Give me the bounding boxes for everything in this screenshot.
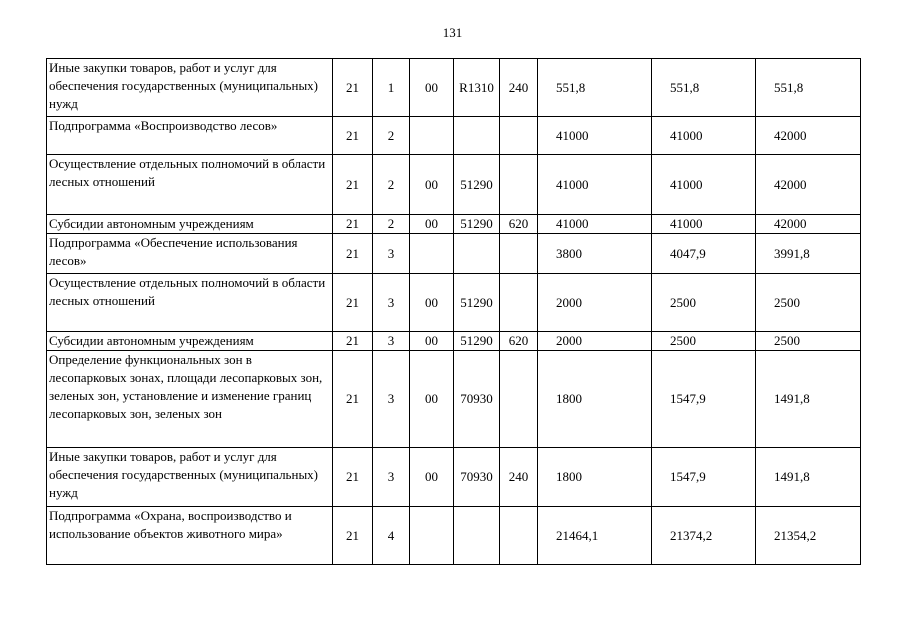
cell-code: 51290 (454, 332, 500, 351)
cell-expense-type (500, 234, 538, 274)
cell-amount-2: 551,8 (652, 59, 756, 117)
cell-direction (410, 117, 454, 155)
cell-amount-3: 42000 (756, 117, 861, 155)
cell-direction: 00 (410, 215, 454, 234)
cell-subprogram: 3 (373, 274, 410, 332)
cell-code: 51290 (454, 215, 500, 234)
cell-amount-1: 41000 (538, 215, 652, 234)
table-row (47, 332, 861, 351)
cell-expense-type: 620 (500, 215, 538, 234)
cell-code: 51290 (454, 274, 500, 332)
cell-amount-2: 2500 (652, 274, 756, 332)
row-name: Иные закупки товаров, работ и услуг для обеспечения государственных (муниципальных) нужд (47, 59, 333, 117)
cell-subprogram: 4 (373, 507, 410, 565)
cell-direction: 00 (410, 155, 454, 215)
cell-code: 70930 (454, 351, 500, 448)
cell-code: 70930 (454, 448, 500, 507)
cell-program: 21 (333, 332, 373, 351)
cell-direction: 00 (410, 351, 454, 448)
cell-subprogram: 3 (373, 351, 410, 448)
cell-amount-1: 41000 (538, 117, 652, 155)
cell-amount-1: 1800 (538, 351, 652, 448)
cell-amount-1: 41000 (538, 155, 652, 215)
cell-expense-type (500, 117, 538, 155)
cell-amount-1: 2000 (538, 274, 652, 332)
cell-amount-3: 1491,8 (756, 448, 861, 507)
cell-program: 21 (333, 234, 373, 274)
cell-expense-type: 240 (500, 448, 538, 507)
cell-amount-2: 1547,9 (652, 351, 756, 448)
cell-expense-type (500, 274, 538, 332)
row-name: Осуществление отдельных полномочий в области лесных отношений (47, 155, 333, 215)
cell-expense-type (500, 507, 538, 565)
cell-code: R1310 (454, 59, 500, 117)
cell-amount-1: 21464,1 (538, 507, 652, 565)
cell-amount-2: 41000 (652, 155, 756, 215)
table-row (47, 351, 861, 448)
table-row (47, 155, 861, 215)
cell-amount-2: 4047,9 (652, 234, 756, 274)
cell-expense-type (500, 155, 538, 215)
row-name: Субсидии автономным учреждениям (47, 332, 333, 351)
cell-program: 21 (333, 274, 373, 332)
table-row (47, 215, 861, 234)
cell-amount-2: 1547,9 (652, 448, 756, 507)
table-row (47, 59, 861, 117)
cell-amount-1: 3800 (538, 234, 652, 274)
cell-expense-type: 240 (500, 59, 538, 117)
cell-amount-3: 2500 (756, 332, 861, 351)
cell-program: 21 (333, 215, 373, 234)
row-name: Определение функциональных зон в лесопарковых зонах, площади лесопарковых зон, зеленых зон, установление и изменение границ лесопарковых зон, зеленых зон (47, 351, 333, 448)
row-name: Иные закупки товаров, работ и услуг для обеспечения государственных (муниципальных) нужд (47, 448, 333, 507)
cell-amount-3: 42000 (756, 155, 861, 215)
cell-subprogram: 2 (373, 117, 410, 155)
cell-program: 21 (333, 351, 373, 448)
row-name: Субсидии автономным учреждениям (47, 215, 333, 234)
cell-amount-3: 42000 (756, 215, 861, 234)
cell-amount-1: 2000 (538, 332, 652, 351)
cell-amount-3: 551,8 (756, 59, 861, 117)
cell-direction: 00 (410, 448, 454, 507)
cell-subprogram: 3 (373, 332, 410, 351)
cell-expense-type (500, 351, 538, 448)
cell-direction (410, 234, 454, 274)
table-row (47, 448, 861, 507)
cell-amount-2: 41000 (652, 117, 756, 155)
cell-amount-2: 21374,2 (652, 507, 756, 565)
table-row (47, 274, 861, 332)
cell-code (454, 117, 500, 155)
table-row (47, 234, 861, 274)
cell-direction (410, 507, 454, 565)
cell-program: 21 (333, 59, 373, 117)
cell-subprogram: 1 (373, 59, 410, 117)
page-number: 131 (442, 25, 463, 40)
table-row (47, 117, 861, 155)
budget-table (46, 58, 861, 565)
cell-amount-1: 1800 (538, 448, 652, 507)
row-name: Осуществление отдельных полномочий в области лесных отношений (47, 274, 333, 332)
cell-direction: 00 (410, 274, 454, 332)
cell-program: 21 (333, 507, 373, 565)
cell-amount-1: 551,8 (538, 59, 652, 117)
cell-amount-3: 2500 (756, 274, 861, 332)
cell-subprogram: 3 (373, 448, 410, 507)
cell-subprogram: 3 (373, 234, 410, 274)
row-name: Подпрограмма «Воспроизводство лесов» (47, 117, 333, 155)
cell-amount-3: 3991,8 (756, 234, 861, 274)
cell-amount-2: 2500 (652, 332, 756, 351)
cell-amount-3: 21354,2 (756, 507, 861, 565)
table-row (47, 507, 861, 565)
cell-code (454, 507, 500, 565)
cell-amount-2: 41000 (652, 215, 756, 234)
cell-subprogram: 2 (373, 215, 410, 234)
cell-program: 21 (333, 117, 373, 155)
row-name: Подпрограмма «Охрана, воспроизводство и использование объектов животного мира» (47, 507, 333, 565)
cell-amount-3: 1491,8 (756, 351, 861, 448)
cell-code (454, 234, 500, 274)
cell-direction: 00 (410, 59, 454, 117)
cell-direction: 00 (410, 332, 454, 351)
cell-subprogram: 2 (373, 155, 410, 215)
cell-expense-type: 620 (500, 332, 538, 351)
row-name: Подпрограмма «Обеспечение использования лесов» (47, 234, 333, 274)
cell-program: 21 (333, 448, 373, 507)
cell-program: 21 (333, 155, 373, 215)
cell-code: 51290 (454, 155, 500, 215)
